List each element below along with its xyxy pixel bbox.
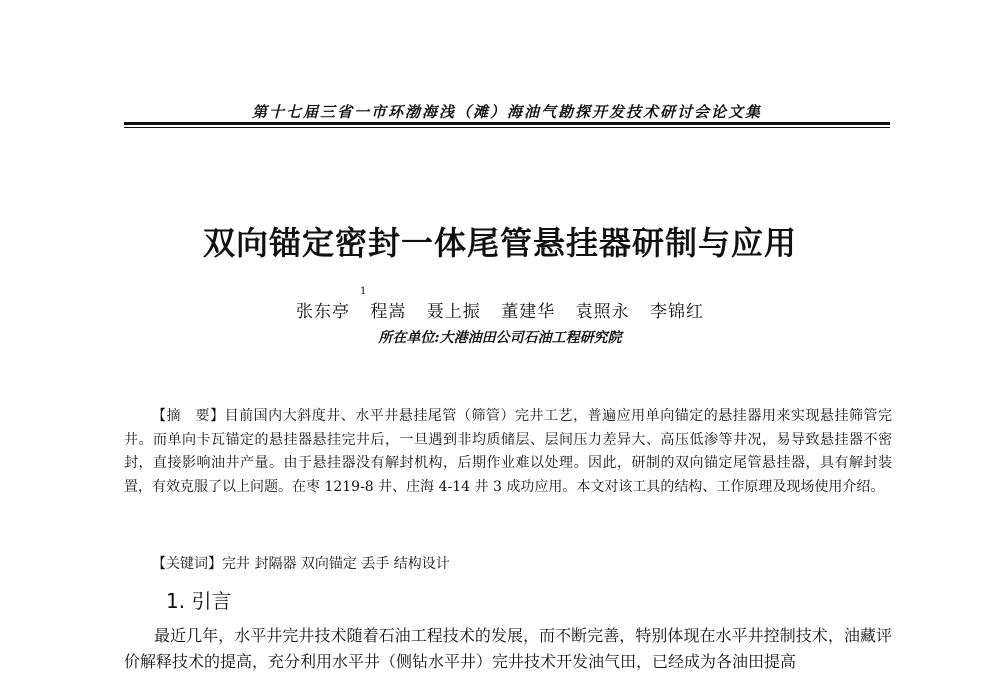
author-name: 李锦红 [650, 302, 705, 322]
body-paragraph: 最近几年，水平井完井技术随着石油工程技术的发展，而不断完善，特别体现在水平井控制技术，油藏评价解释技术的提高，充分利用水平井（侧钻水平井）完井技术开发油气田，已经成为各油田提高 [124, 626, 892, 671]
author-list [0, 297, 1000, 322]
affiliation: 所在单位:大港油田公司石油工程研究院 [378, 330, 622, 346]
abstract-text: 目前国内大斜度井、水平井悬挂尾管（筛管）完井工艺，普遍应用单向锚定的悬挂器用来实现悬挂筛管完井。而单向卡瓦锚定的悬挂器悬挂完井后，一旦遇到非均质储层、层间压力差异大、高压低渗等井况，易导致悬挂器不密封，直接影响油井产量。由于悬挂器没有解封机构，后期作业难以处理。因此，研制的双向锚定尾管悬挂器，具有解封装置，有效克服了以上问题。在枣 1219-8 井、庄海 4-14 井 3 成功应用。本文对该工具的结构、工作原理及现场使用介绍。 [124, 408, 893, 495]
abstract [124, 405, 892, 499]
running-header: 第十七届三省一市环渤海浅（滩）海油气勘探开发技术研讨会论文集 [251, 103, 762, 121]
header-rule-thick [124, 122, 890, 125]
author-name: 聂上振 [426, 302, 481, 322]
author-name: 袁照永 [575, 302, 630, 322]
author-name: 董建华 [501, 302, 556, 322]
section-heading: 1. 引言 [166, 589, 232, 613]
author-name: 程嵩 [370, 302, 407, 322]
paper-title: 双向锚定密封一体尾管悬挂器研制与应用 [202, 224, 797, 262]
author-name: 张东亭 [295, 302, 350, 322]
footnote-marker: 1 [360, 286, 367, 297]
keywords-text: 完井 封隔器 双向锚定 丢手 结构设计 [222, 556, 450, 572]
abstract-label: 【摘 要】 [152, 408, 225, 424]
keywords [152, 553, 450, 573]
header-rule-thin [124, 127, 890, 128]
keywords-label: 【关键词】 [152, 556, 222, 572]
